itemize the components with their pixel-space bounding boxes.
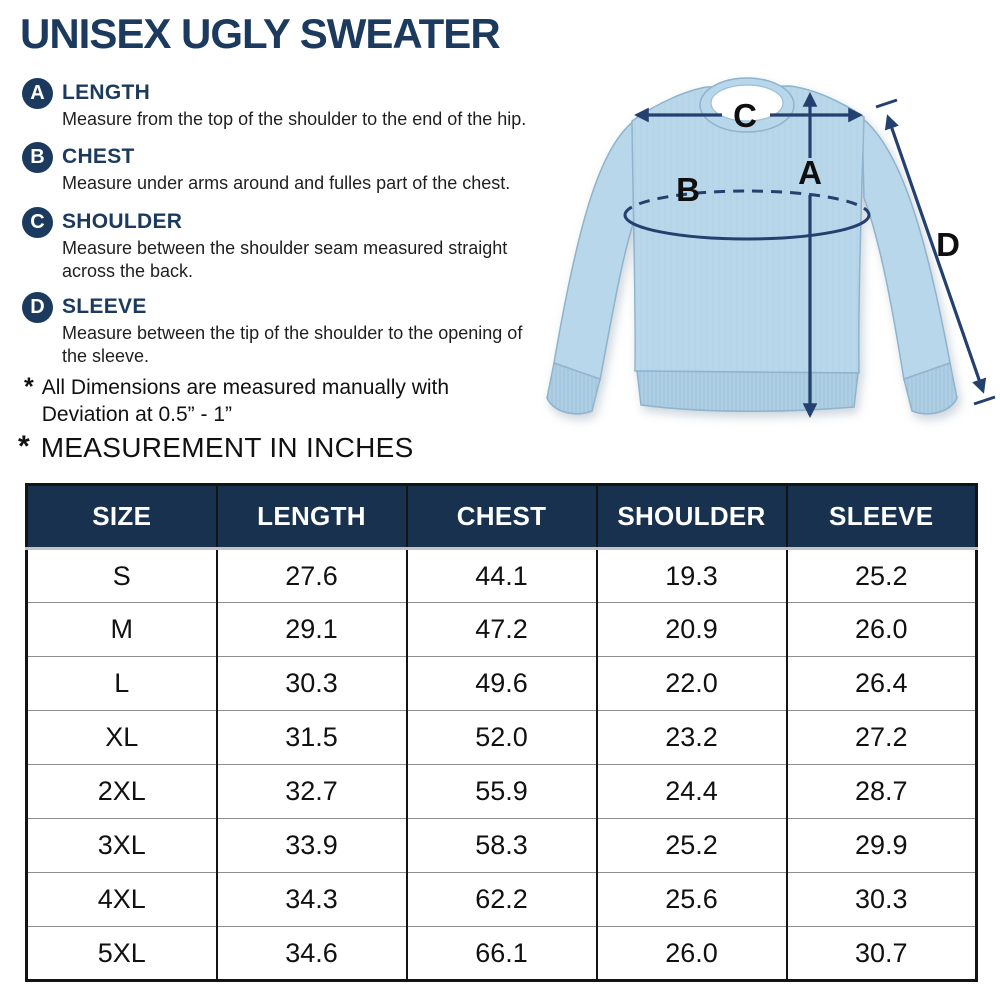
sweater-diagram [542,63,1000,488]
value-cell: 30.3 [217,657,407,711]
value-cell: 52.0 [407,711,597,765]
measurement-item-length [22,78,526,131]
table-row [27,765,977,819]
page-title: UNISEX UGLY SWEATER [20,10,500,57]
value-cell: 25.2 [787,549,977,603]
value-cell: 22.0 [597,657,787,711]
value-cell: 34.3 [217,873,407,927]
value-cell: 33.9 [217,819,407,873]
value-cell: 23.2 [597,711,787,765]
value-cell: 29.1 [217,603,407,657]
badge-b: B [22,142,53,173]
value-cell: 66.1 [407,927,597,981]
measurement-item-shoulder [22,207,512,282]
measurement-desc-shoulder: Measure between the shoulder seam measured straight across the back. [62,238,508,281]
value-cell: 34.6 [217,927,407,981]
size-cell: 4XL [27,873,217,927]
size-cell: XL [27,711,217,765]
badge-d: D [22,292,53,323]
size-table-body [27,549,977,981]
size-cell: 2XL [27,765,217,819]
value-cell: 26.0 [597,927,787,981]
value-cell: 19.3 [597,549,787,603]
value-cell: 28.7 [787,765,977,819]
measurement-desc-chest: Measure under arms around and fulles part of the chest. [62,173,511,194]
size-table-head [27,485,977,549]
column-header: SIZE [27,485,217,549]
table-row [27,927,977,981]
column-header: SHOULDER [597,485,787,549]
value-cell: 30.7 [787,927,977,981]
size-cell: M [27,603,217,657]
units-heading [18,430,414,464]
deviation-note-text: All Dimensions are measured manually with Deviation at 0.5” - 1” [41,376,450,427]
value-cell: 24.4 [597,765,787,819]
value-cell: 47.2 [407,603,597,657]
value-cell: 27.6 [217,549,407,603]
sweater-left-sleeve [554,121,640,380]
size-cell: L [27,657,217,711]
measurement-item-chest [22,142,510,195]
value-cell: 31.5 [217,711,407,765]
table-row [27,873,977,927]
table-row [27,549,977,603]
value-cell: 62.2 [407,873,597,927]
units-heading-text: MEASUREMENT IN INCHES [40,432,414,463]
table-row [27,711,977,765]
column-header: LENGTH [217,485,407,549]
label-c: C [733,97,757,134]
value-cell: 58.3 [407,819,597,873]
label-b: B [676,171,700,208]
value-cell: 55.9 [407,765,597,819]
size-cell: 5XL [27,927,217,981]
table-row [27,657,977,711]
value-cell: 26.4 [787,657,977,711]
measurement-item-sleeve [22,292,542,367]
measurement-label-shoulder: SHOULDER [62,210,183,233]
measurement-label-length: LENGTH [62,81,151,104]
badge-c: C [22,207,53,238]
value-cell: 49.6 [407,657,597,711]
asterisk: * [18,430,30,463]
value-cell: 26.0 [787,603,977,657]
label-a: A [798,154,822,191]
value-cell: 25.6 [597,873,787,927]
size-cell: S [27,549,217,603]
label-d: D [936,226,960,263]
size-cell: 3XL [27,819,217,873]
value-cell: 20.9 [597,603,787,657]
size-table [25,483,978,982]
value-cell: 25.2 [597,819,787,873]
column-header: CHEST [407,485,597,549]
badge-a: A [22,78,53,109]
value-cell: 30.3 [787,873,977,927]
value-cell: 27.2 [787,711,977,765]
value-cell: 32.7 [217,765,407,819]
value-cell: 29.9 [787,819,977,873]
column-header: SLEEVE [787,485,977,549]
value-cell: 44.1 [407,549,597,603]
table-row [27,603,977,657]
asterisk: * [24,373,34,401]
size-table-header-row [27,485,977,549]
measurement-label-sleeve: SLEEVE [62,295,147,318]
measurement-desc-length: Measure from the top of the shoulder to the end of the hip. [62,109,527,130]
deviation-note [24,374,477,429]
measurement-label-chest: CHEST [62,145,135,168]
measurement-desc-sleeve: Measure between the tip of the shoulder to the opening of the sleeve. [62,323,523,366]
table-row [27,819,977,873]
